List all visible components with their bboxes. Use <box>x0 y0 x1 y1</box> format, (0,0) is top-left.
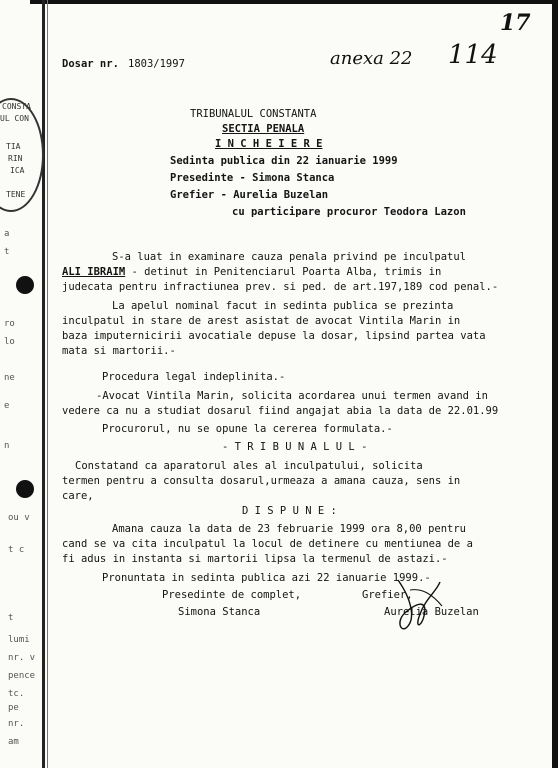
clerk-signature-title: Grefier, <box>362 589 413 601</box>
body-line: Procurorul, nu se opune la cererea formulata.- <box>102 423 393 435</box>
body-line: judecata pentru infractiunea prev. si ped. de art.197,189 cod penal.- <box>62 281 499 293</box>
margin-fragment: pe <box>8 703 19 713</box>
margin-fragment: ro <box>4 319 15 329</box>
stamp-text-4: RIN <box>8 154 23 163</box>
president-signature-title: Presedinte de complet, <box>162 589 302 601</box>
body-line: Pronuntata in sedinta publica azi 22 ianuarie 1999.- <box>102 572 431 584</box>
handwritten-page-number: 114 <box>448 40 498 70</box>
body-line: baza imputernicirii avocatiale depuse la dosar, lipsind partea vata <box>62 330 486 342</box>
margin-fragment: nr. <box>8 719 25 729</box>
clerk-signature-name: Aurelia Buzelan <box>384 606 479 618</box>
binding-line-secondary <box>47 0 48 768</box>
margin-fragment: ne <box>4 373 15 383</box>
handwritten-corner-mark: 17 <box>500 10 531 36</box>
dispune-heading: D I S P U N E : <box>242 505 337 517</box>
body-line: care, <box>62 490 94 502</box>
margin-fragment: lumi <box>8 635 30 645</box>
punch-hole-bottom <box>16 480 34 498</box>
president-signature-name: Simona Stanca <box>178 606 261 618</box>
body-line-rest: - detinut in Penitenciarul Poarta Alba, trimis in <box>125 266 442 278</box>
margin-fragment: n <box>4 441 10 451</box>
margin-fragment: t <box>8 613 14 623</box>
president-line: Presedinte - Simona Stanca <box>170 172 335 184</box>
margin-fragment: e <box>4 401 10 411</box>
stamp-text-1: CONSTA <box>2 102 31 111</box>
body-line <box>62 266 441 279</box>
session-line: Sedinta publica din 22 ianuarie 1999 <box>170 155 398 167</box>
stamp-text-5: ICA <box>10 166 25 175</box>
body-line: cand se va cita inculpatul la locul de detinere cu mentiunea de a <box>62 538 473 550</box>
tribunal-heading: - T R I B U N A L U L - <box>222 441 368 453</box>
margin-fragment: am <box>8 737 19 747</box>
scan-edge-top <box>30 0 558 4</box>
stamp-text-6: TENE <box>6 190 26 199</box>
margin-fragment: nr. v <box>8 653 36 663</box>
margin-fragment: lo <box>4 337 15 347</box>
defendant-name: ALI IBRAIM <box>62 266 126 278</box>
punch-hole-top <box>16 276 34 294</box>
body-line: termen pentru a consulta dosarul,urmeaza a amana cauza, sens in <box>62 475 461 487</box>
margin-fragment: a <box>4 229 10 239</box>
margin-fragment: t c <box>8 545 25 555</box>
scan-edge-right <box>552 0 558 768</box>
body-line: vedere ca nu a studiat dosarul fiind angajat abia la data de 22.01.99 <box>62 405 499 417</box>
body-line: Amana cauza la data de 23 februarie 1999 ora 8,00 pentru <box>112 523 467 535</box>
body-line: Procedura legal indeplinita.- <box>102 371 286 383</box>
body-line: Constatand ca aparatorul ales al inculpatului, solicita <box>75 460 423 472</box>
handwritten-anexa-annotation: anexa 22 <box>330 48 413 69</box>
binding-line <box>42 0 45 768</box>
document-type-title: I N C H E I E R E <box>215 138 323 150</box>
margin-fragment: t <box>4 247 10 257</box>
prosecutor-line: cu participare procuror Teodora Lazon <box>232 206 466 218</box>
body-line: La apelul nominal facut in sedinta publica se prezinta <box>112 300 454 312</box>
margin-fragment: tc. <box>8 689 25 699</box>
court-section: SECTIA PENALA <box>222 123 305 135</box>
clerk-handwritten-signature <box>392 570 462 634</box>
margin-fragment: pence <box>8 671 36 681</box>
stamp-text-2: UL CON <box>0 114 29 123</box>
margin-fragment: ou v <box>8 513 30 523</box>
body-line: fi adus in instanta si martorii lipsa la termenul de astazi.- <box>62 553 448 565</box>
dosar-label: Dosar nr. <box>62 58 119 70</box>
court-name: TRIBUNALUL CONSTANTA <box>190 108 317 120</box>
body-line: S-a luat in examinare cauza penala privind pe inculpatul <box>112 251 467 263</box>
body-line: -Avocat Vintila Marin, solicita acordarea unui termen avand in <box>96 390 488 402</box>
body-line: inculpatul in stare de arest asistat de avocat Vintila Marin in <box>62 315 461 327</box>
clerk-line: Grefier - Aurelia Buzelan <box>170 189 329 201</box>
body-line: mata si martorii.- <box>62 345 176 357</box>
dosar-number: 1803/1997 <box>128 58 185 70</box>
stamp-text-3: TIA <box>6 142 21 151</box>
